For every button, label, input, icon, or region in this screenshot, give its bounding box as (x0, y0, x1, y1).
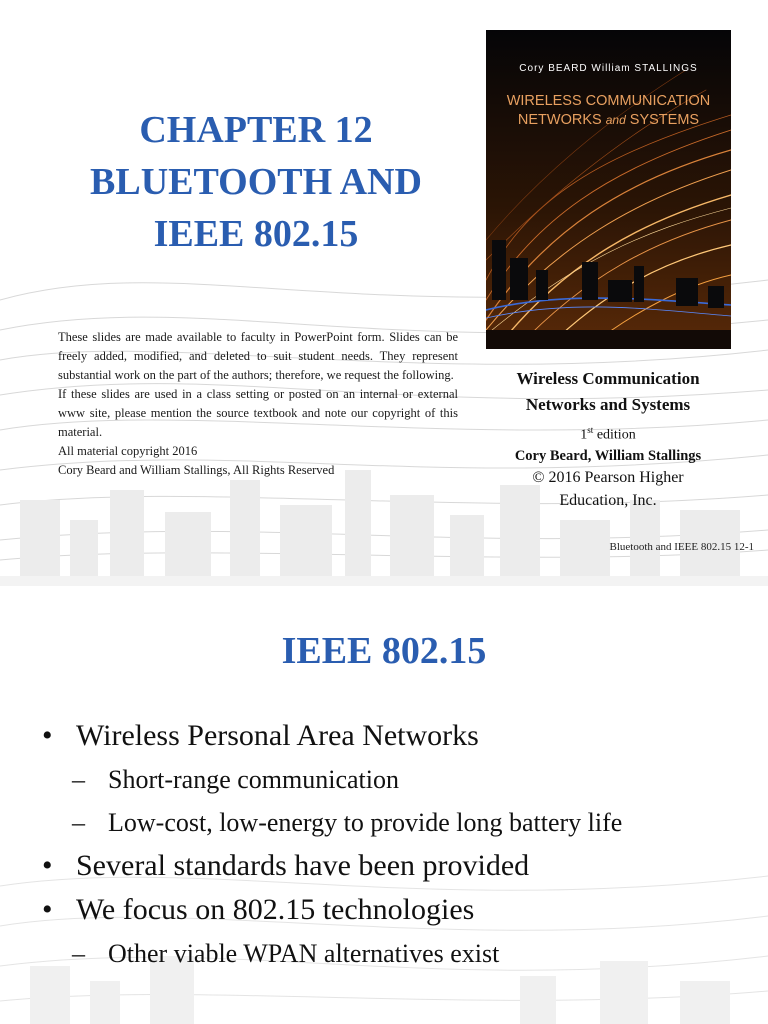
publisher-line-1: © 2016 Pearson Higher (532, 468, 684, 486)
sub-bullet-item (42, 932, 742, 975)
cover-title-systems: SYSTEMS (625, 112, 700, 128)
dash-marker: – (72, 808, 85, 837)
edition-suffix: st (587, 425, 594, 435)
sub-bullet-text: Other viable WPAN alternatives exist (108, 939, 500, 968)
book-cover-image (486, 30, 731, 349)
dash-marker: – (72, 939, 85, 968)
sub-bullet-text: Low-cost, low-energy to provide long battery life (108, 808, 623, 837)
book-title-line-2: Networks and Systems (525, 395, 691, 414)
sub-bullet-text: Short-range communication (108, 765, 399, 794)
cover-light-streaks (486, 30, 731, 349)
slide-title: IEEE 802.15 (281, 630, 487, 672)
notice-paragraph-2: If these slides are used in a class setting or posted on an internal or external www site, please mention the source textbook and note our copyright of this material. (58, 387, 458, 439)
bullet-item (42, 844, 742, 888)
cover-title-and: and (605, 113, 626, 127)
cover-authors: Cory BEARD William STALLINGS (519, 63, 698, 74)
book-info (484, 366, 732, 512)
ieee-802-15-slide (0, 586, 768, 1024)
copyright-line-1: All material copyright 2016 (58, 444, 198, 458)
bullet-text: Several standards have been provided (76, 849, 530, 882)
bullet-text: We focus on 802.15 technologies (76, 893, 475, 926)
edition-number: 1 (580, 427, 588, 443)
sub-bullet-item (42, 801, 742, 844)
chapter-title (40, 104, 472, 260)
copyright-line-2: Cory Beard and William Stallings, All Rights Reserved (58, 463, 335, 477)
publisher-line-2: Education, Inc. (559, 491, 657, 509)
book-authors: Cory Beard, William Stallings (514, 447, 702, 464)
chapter-title-line-3: IEEE 802.15 (153, 213, 359, 255)
sub-bullet-item (42, 758, 742, 801)
slide-divider (0, 576, 768, 586)
book-title-line-1: Wireless Communication (516, 369, 700, 388)
bullet-marker: • (42, 849, 53, 882)
book-edition (484, 420, 732, 446)
slide-footer: Bluetooth and IEEE 802.15 12-1 (609, 541, 754, 553)
bullet-list (42, 714, 742, 975)
bullet-marker: • (42, 719, 53, 752)
usage-notice (58, 328, 458, 480)
chapter-title-line-1: CHAPTER 12 (139, 109, 373, 151)
bullet-marker: • (42, 893, 53, 926)
cover-title-networks: NETWORKS (517, 112, 606, 128)
cover-title (486, 92, 731, 130)
cover-title-line-2 (486, 111, 731, 130)
dash-marker: – (72, 765, 85, 794)
bullet-text: Wireless Personal Area Networks (76, 719, 479, 752)
bullet-item (42, 714, 742, 758)
chapter-title-line-2: BLUETOOTH AND (90, 161, 422, 203)
bullet-item (42, 888, 742, 932)
cover-title-line-1: WIRELESS COMMUNICATION (506, 93, 711, 109)
notice-paragraph-1: These slides are made available to faculty in PowerPoint form. Slides can be freely added, modified, and deleted to suit student needs. They represent substantial work on the part of the authors; therefore, we request the following. (58, 330, 458, 382)
edition-word: edition (593, 427, 636, 443)
